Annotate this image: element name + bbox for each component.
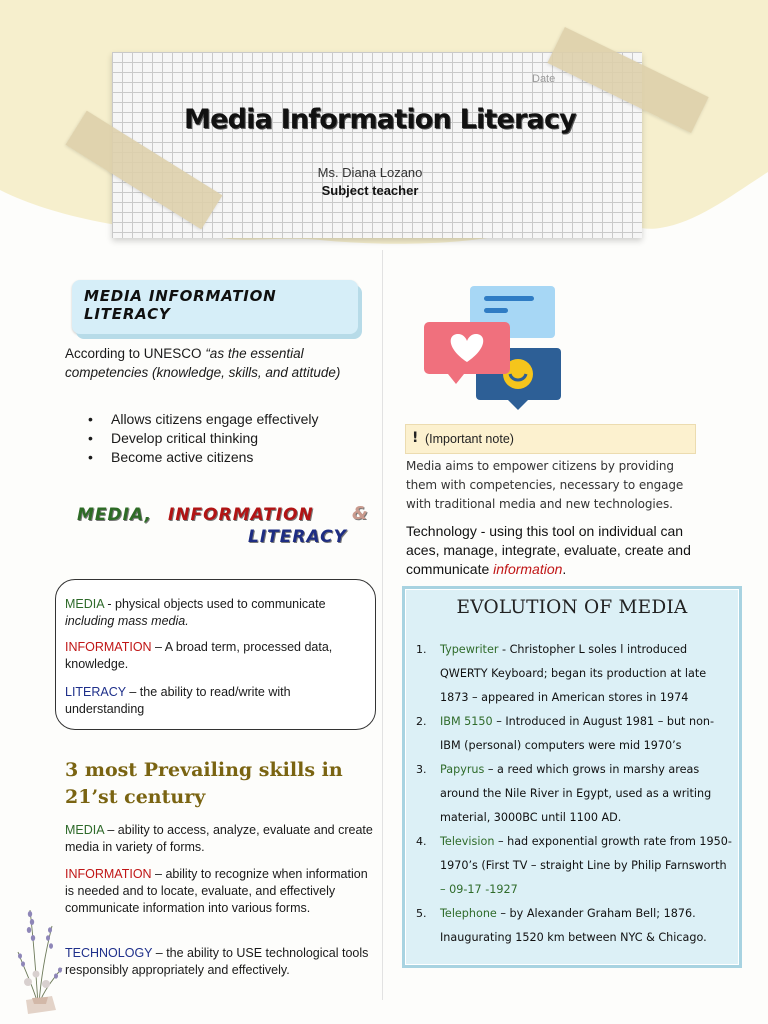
- important-note-body: Media aims to empower citizens by providing them with competencies, necessary to engage with traditional media and new technologies.: [406, 459, 684, 511]
- unesco-definition: [65, 344, 365, 382]
- technology-text: Technology - using this tool on individual can aces, manage, integrate, evaluate, create and communicate: [406, 523, 691, 577]
- skill-term: MEDIA: [65, 823, 104, 837]
- technology-info-word: information: [493, 561, 563, 577]
- date-label: Date: [532, 73, 556, 85]
- evolution-term: IBM 5150: [440, 715, 493, 728]
- page-title: Media Information Literacy: [184, 104, 576, 135]
- evolution-term: Typewriter: [440, 643, 499, 656]
- list-item: [416, 830, 734, 902]
- evolution-text: – a reed which grows in marshy areas around the Nile River in Egypt, used as a writing material, 3000BC until 1100 AD.: [440, 763, 712, 824]
- important-note-label: (Important note): [425, 432, 514, 446]
- definition-text: – the ability to read/write with understanding: [65, 685, 291, 716]
- evolution-list: [416, 638, 734, 950]
- skill-term: INFORMATION: [65, 867, 152, 881]
- word-media: MEDIA,: [77, 505, 152, 525]
- definition-literacy: [65, 684, 370, 718]
- skill-text: – the ability to USE technological tools responsibly appropriately and effectively.: [65, 946, 369, 977]
- list-item: • Allows citizens engage effectively: [88, 410, 378, 429]
- evolution-text: - Christopher L soles l introduced QWERTY Keyboard; began its production at late 1873 – appeared in American stores in 1974: [440, 643, 707, 704]
- list-item: [416, 710, 734, 758]
- intro-quote: “as the essential competencies (knowledge, skills, and attitude): [65, 346, 341, 380]
- skill-term: TECHNOLOGY: [65, 946, 153, 960]
- column-divider: [382, 250, 383, 1000]
- list-number: 2.: [416, 715, 427, 728]
- evolution-text: – Introduced in August 1981 – but non-IBM (personal) computers were mid 1970’s: [440, 715, 715, 752]
- mil-section-title: MEDIA INFORMATION LITERACY: [84, 287, 277, 323]
- skill-information: [65, 866, 377, 917]
- evolution-date: – 09-17 -1927: [440, 883, 518, 896]
- definition-information: [65, 639, 370, 673]
- word-ampersand: &: [352, 503, 369, 524]
- evolution-text: – by Alexander Graham Bell; 1876. Inaugurating 1520 km between NYC & Chicago.: [440, 907, 707, 944]
- exclamation-icon: !: [412, 430, 419, 446]
- skill-text: – ability to access, analyze, evaluate and create media in variety of forms.: [65, 823, 373, 854]
- definition-term: MEDIA: [65, 597, 104, 611]
- teacher-role: Subject teacher: [321, 183, 419, 198]
- mil-bullet-list: [88, 410, 378, 467]
- list-number: 3.: [416, 763, 427, 776]
- skill-text: – ability to recognize when information is needed and to locate, evaluate, and effectively communicate information into various forms.: [65, 867, 368, 915]
- word-information: INFORMATION: [168, 505, 314, 525]
- list-number: 4.: [416, 835, 427, 848]
- definition-media: [65, 596, 370, 630]
- skill-media: [65, 822, 377, 856]
- evolution-title: EVOLUTION OF MEDIA: [456, 597, 688, 618]
- definition-term: INFORMATION: [65, 640, 152, 654]
- word-literacy: LITERACY: [248, 527, 347, 547]
- skills-heading: 3 most Prevailing skills in 21’st century: [65, 759, 343, 808]
- list-item: • Develop critical thinking: [88, 429, 378, 448]
- intro-prefix: According to UNESCO: [65, 346, 206, 361]
- skill-technology: [65, 945, 377, 979]
- definition-text: – A broad term, processed data, knowledge.: [65, 640, 333, 671]
- definition-text: - physical objects used to communicate: [103, 597, 326, 611]
- evolution-term: Papyrus: [440, 763, 485, 776]
- evolution-text: – had exponential growth rate from 1950-1970’s (First TV – straight Line by Philip Farnsworth: [440, 835, 732, 872]
- chat-bubbles-icon: [420, 282, 565, 414]
- definition-italic: including mass media.: [65, 614, 189, 628]
- list-number: 1.: [416, 643, 427, 656]
- teacher-name: Ms. Diana Lozano: [317, 165, 423, 180]
- technology-paragraph: [406, 522, 716, 579]
- technology-end: .: [562, 561, 567, 577]
- list-item: • Become active citizens: [88, 448, 378, 467]
- list-number: 5.: [416, 907, 427, 920]
- list-item: [416, 902, 734, 950]
- list-item: [416, 758, 734, 830]
- evolution-term: Telephone: [440, 907, 497, 920]
- list-item: [416, 638, 734, 710]
- evolution-term: Television: [440, 835, 495, 848]
- definition-term: LITERACY: [65, 685, 126, 699]
- lavender-decoration: [8, 904, 70, 1022]
